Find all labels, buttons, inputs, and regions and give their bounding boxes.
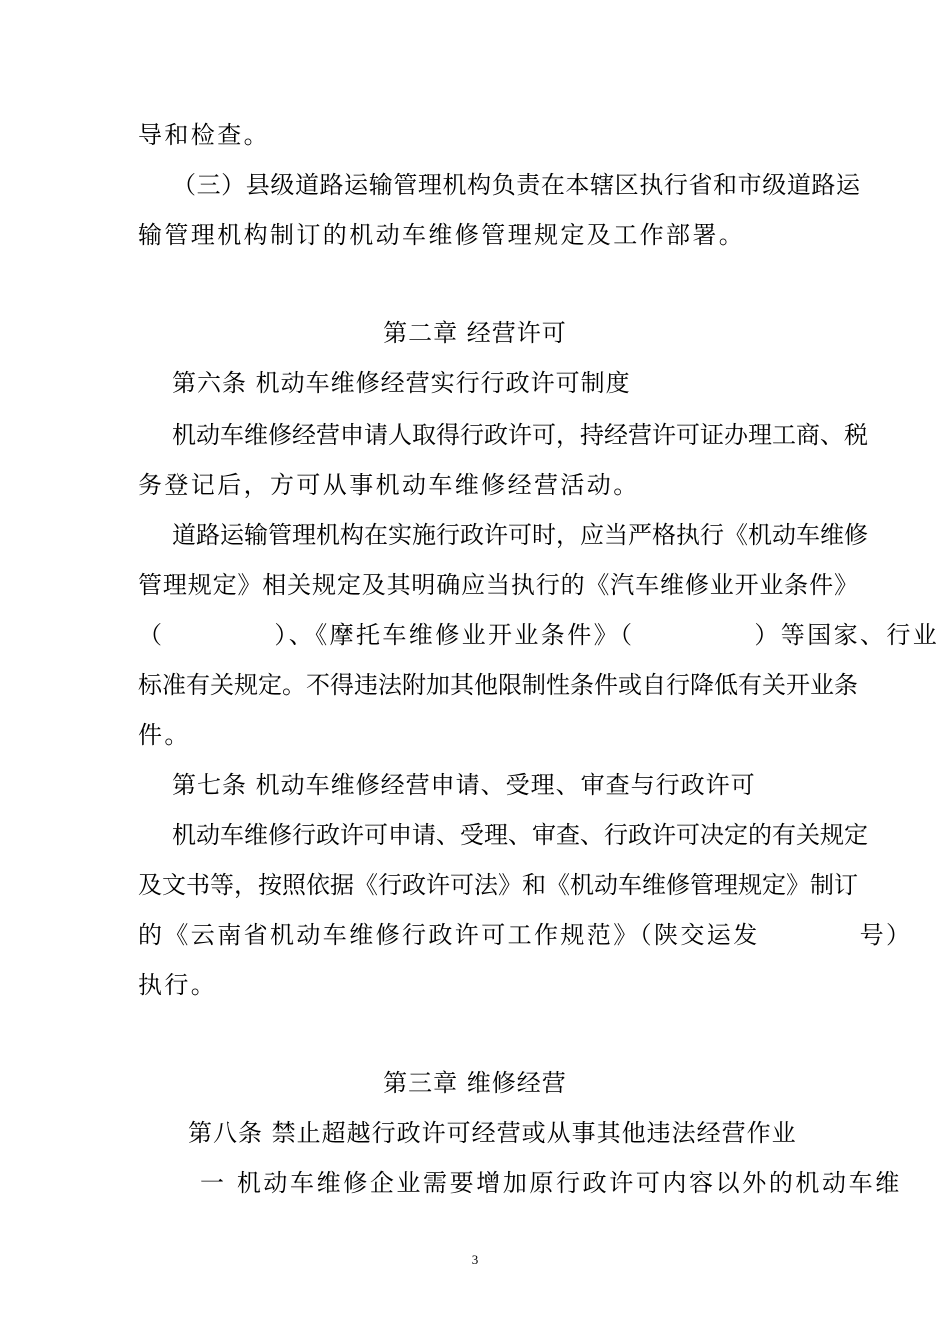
text-line: 管理规定》相关规定及其明确应当执行的《汽车维修业开业条件》 [138, 571, 858, 599]
text-line: 机动车维修行政许可申请、受理、审查、行政许可决定的有关规定 [172, 821, 868, 849]
page-number: 3 [471, 1252, 479, 1267]
text-line: （三）县级道路运输管理机构负责在本辖区执行省和市级道路运 [172, 171, 860, 199]
text-line: 务登记后，方可从事机动车维修经营活动。 [138, 471, 640, 499]
chapter-heading: 第二章 经营许可 [383, 319, 567, 347]
article-heading: 第八条 禁止超越行政许可经营或从事其他违法经营作业 [188, 1119, 797, 1147]
text-line: 输管理机构制订的机动车维修管理规定及工作部署。 [138, 221, 746, 249]
text-line [138, 920, 913, 950]
text-line: 一 机动车维修企业需要增加原行政许可内容以外的机动车维 [200, 1169, 902, 1197]
text-line: 执行。 [138, 971, 218, 999]
text-line: 道路运输管理机构在实施行政许可时，应当严格执行《机动车维修 [172, 521, 868, 549]
text-line: 及文书等，按照依据《行政许可法》和《机动车维修管理规定》制订 [138, 871, 858, 899]
text-line [138, 620, 940, 650]
text-line: 机动车维修经营申请人取得行政许可，持经营许可证办理工商、税 [172, 421, 868, 449]
text-segment: 号） [859, 921, 913, 949]
paren-open: （ [138, 621, 165, 649]
text-segment: 的《云南省机动车维修行政许可工作规范》（陕交运发 [138, 921, 760, 949]
text-line: 导和检查。 [138, 121, 270, 149]
text-segment: ）等国家、行业 [754, 621, 940, 649]
article-heading: 第七条 机动车维修经营申请、受理、审查与行政许可 [172, 771, 756, 799]
article-heading: 第六条 机动车维修经营实行行政许可制度 [172, 369, 631, 397]
text-line: 标准有关规定。不得违法附加其他限制性条件或自行降低有关开业条 [138, 671, 858, 699]
chapter-heading: 第三章 维修经营 [383, 1069, 567, 1097]
text-line: 件。 [138, 721, 191, 749]
text-segment: ）、《摩托车维修业开业条件》（ [274, 621, 635, 649]
